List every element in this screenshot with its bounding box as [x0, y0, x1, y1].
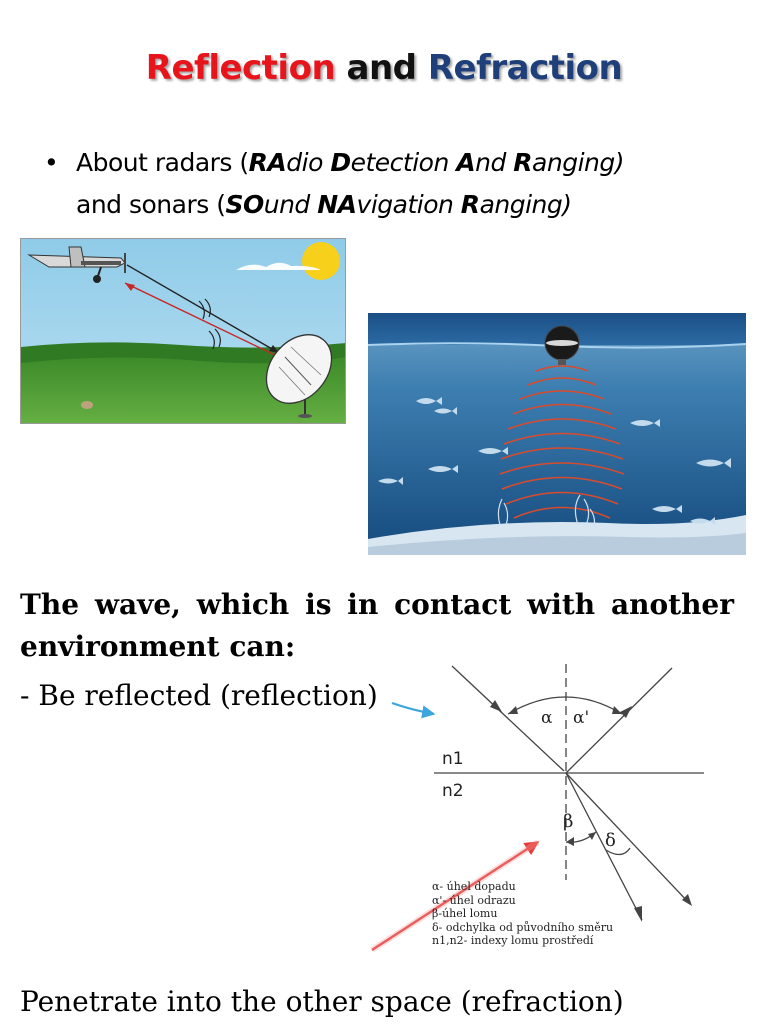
- sonar-illustration: [368, 313, 746, 555]
- title-and: and: [346, 48, 417, 88]
- radar-illustration: [20, 238, 346, 424]
- legend-item: δ- odchylka od původního směru: [432, 920, 614, 934]
- n1-label: n1: [442, 749, 464, 769]
- bullet-line-2: and sonars (SOund NAvigation Ranging): [76, 190, 572, 219]
- alpha-label: α: [541, 708, 553, 728]
- slide-title: [0, 48, 768, 88]
- diagram-legend: [432, 880, 613, 948]
- wave-statement: The wave, which is in contact with another environment can:: [20, 588, 734, 663]
- legend-item: α'- úhel odrazu: [432, 893, 516, 907]
- bullet-point: [44, 142, 744, 226]
- sun-icon: [302, 242, 340, 280]
- alpha-prime-label: α': [573, 708, 590, 728]
- beta-label: β: [563, 811, 574, 832]
- blue-arrow-icon: [392, 703, 434, 714]
- reflection-item: - Be reflected (reflection): [20, 679, 378, 712]
- title-refraction: Refraction: [427, 48, 623, 88]
- n2-label: n2: [442, 781, 464, 801]
- bullet-line-1: About radars (RAdio Detection And Ranging): [76, 148, 624, 177]
- legend-item: α- úhel dopadu: [432, 880, 516, 893]
- bullet-dot: •: [44, 148, 59, 177]
- refraction-item: Penetrate into the other space (refraction): [20, 985, 624, 1018]
- title-reflection: Reflection: [145, 48, 336, 88]
- legend-item: n1,n2- indexy lomu prostředí: [432, 934, 594, 947]
- delta-label: δ: [605, 830, 616, 851]
- legend-item: β-úhel lomu: [432, 907, 498, 920]
